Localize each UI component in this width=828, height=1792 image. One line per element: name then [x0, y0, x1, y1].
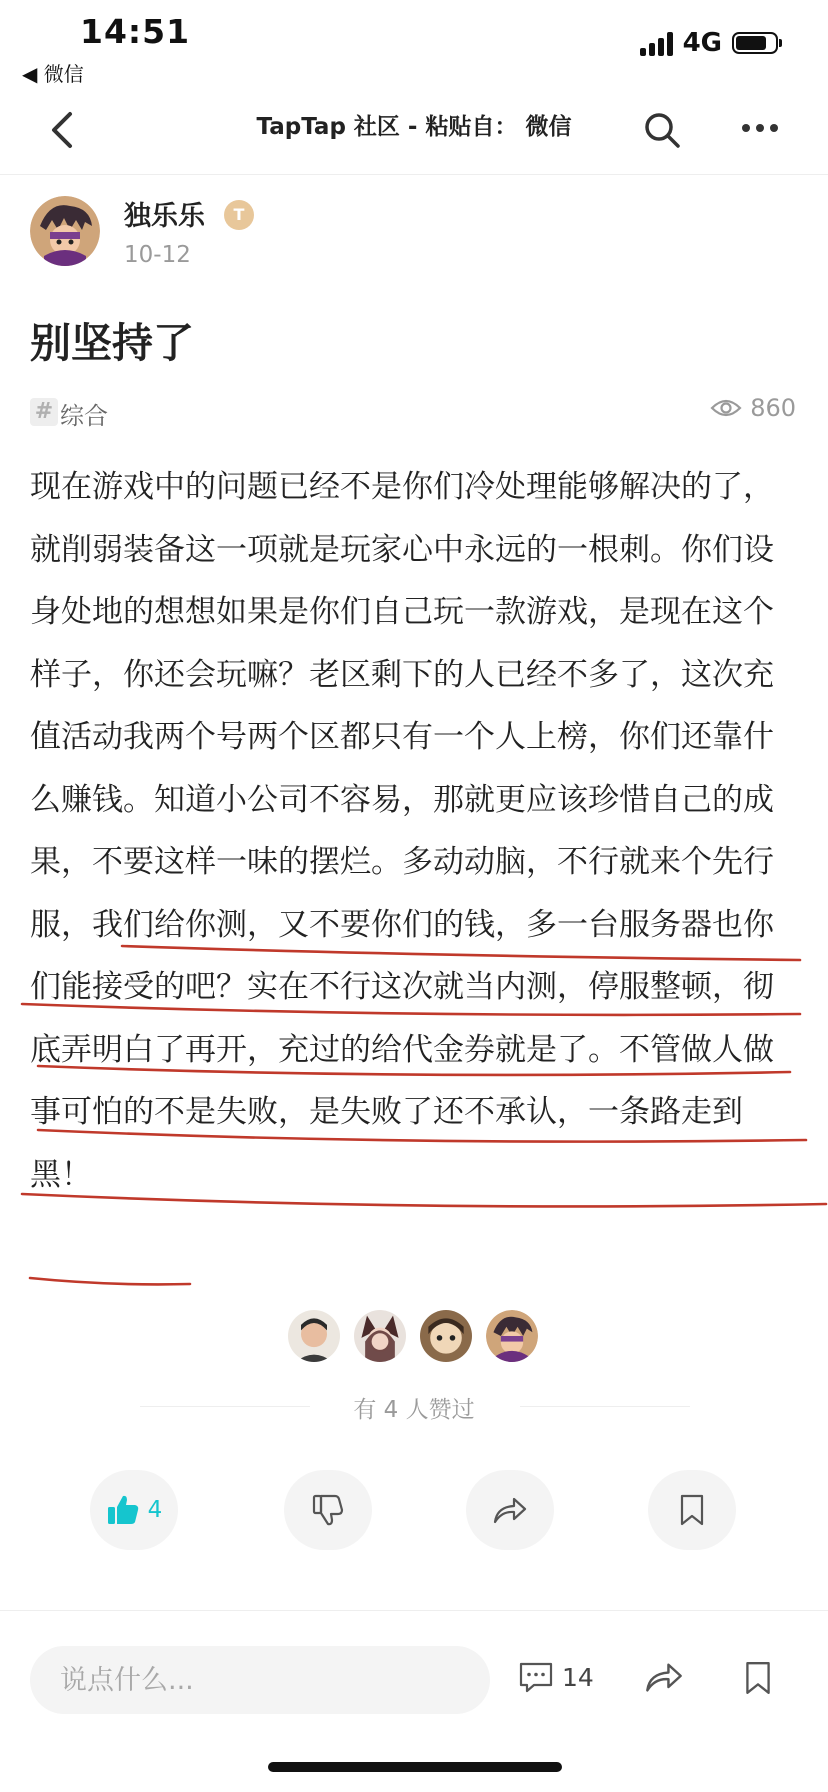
- bookmark-icon[interactable]: [742, 1660, 774, 1696]
- likes-summary: 有 4 人赞过: [353, 1397, 475, 1423]
- comment-count: 14: [562, 1662, 594, 1692]
- avatar[interactable]: [286, 1308, 342, 1364]
- hashtag-icon: #: [30, 398, 58, 426]
- avatar[interactable]: [484, 1308, 540, 1364]
- post-date: 10-12: [124, 242, 191, 268]
- bookmark-button[interactable]: [648, 1470, 736, 1550]
- post-tag[interactable]: 综合: [60, 402, 108, 430]
- status-indicators: [640, 28, 778, 58]
- author-avatar[interactable]: [30, 196, 100, 266]
- eye-icon: [710, 397, 742, 419]
- search-icon[interactable]: [642, 110, 682, 150]
- dislike-button[interactable]: [284, 1470, 372, 1550]
- divider: [0, 174, 828, 175]
- divider: [0, 1610, 828, 1611]
- network-type: 4G: [682, 28, 722, 58]
- comment-icon: [518, 1660, 554, 1694]
- battery-icon: [732, 32, 778, 54]
- level-badge: T: [224, 200, 254, 230]
- avatar[interactable]: [352, 1308, 408, 1364]
- avatar[interactable]: [418, 1308, 474, 1364]
- more-dots-icon[interactable]: [742, 124, 778, 132]
- back-chevron-icon[interactable]: [46, 110, 80, 150]
- back-to-app-link[interactable]: ◀ 微信: [22, 62, 84, 86]
- view-count-value: 860: [750, 394, 796, 422]
- share-icon: [492, 1495, 528, 1525]
- share-icon[interactable]: [644, 1660, 684, 1694]
- view-count: [710, 394, 796, 422]
- thumb-down-icon: [311, 1493, 345, 1527]
- share-button[interactable]: [466, 1470, 554, 1550]
- post-title: 别坚持了: [30, 319, 194, 367]
- like-count: 4: [147, 1497, 163, 1523]
- thumb-up-icon: [106, 1493, 140, 1527]
- post-body: 现在游戏中的问题已经不是你们冷处理能够解决的了，就削弱装备这一项就是玩家心中永远的一根刺。你们设身处地的想想如果是你们自己玩一款游戏，是现在这个样子，你还会玩嘛？老区剩下的人已经不多了，这次充值活动我两个号两个区都只有一个人上榜，你们还靠什么赚钱。知道小公司不容易，那就更应该珍惜自己的成果，不要这样一味的摆烂。多动动脑，不行就来个先行服，我们给你测，又不要你们的钱，多一台服务器也你们能接受的吧？实在不行这次就当内测，停服整顿，彻底弄明白了再开，充过的给代金券就是了。不管做人做事可怕的不是失败，是失败了还不承认，一条路走到黑！: [30, 469, 774, 1193]
- page-title: TapTap 社区 - 粘贴自： 微信: [256, 114, 572, 140]
- home-indicator[interactable]: [268, 1762, 562, 1772]
- author-name[interactable]: 独乐乐: [124, 201, 205, 232]
- comment-input[interactable]: [30, 1646, 490, 1714]
- comments-button[interactable]: [518, 1660, 594, 1694]
- bookmark-icon: [678, 1493, 706, 1527]
- liker-avatars[interactable]: [286, 1308, 542, 1364]
- signal-icon: [640, 30, 673, 56]
- like-button[interactable]: [90, 1470, 178, 1550]
- status-time: 14:51: [80, 12, 191, 51]
